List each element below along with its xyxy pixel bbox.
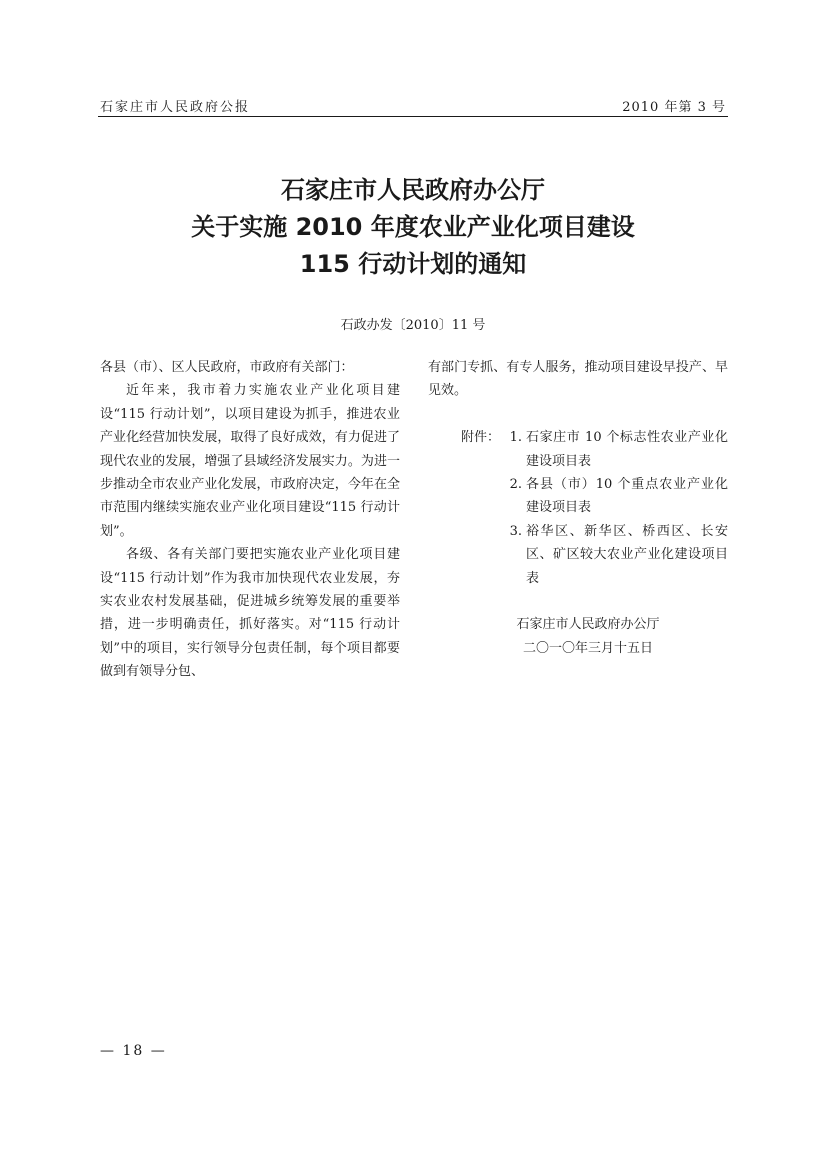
body-column-left — [100, 356, 400, 684]
attachment-number: 1. — [509, 430, 522, 446]
document-title — [98, 172, 728, 283]
salutation: 各县（市）、区人民政府，市政府有关部门： — [100, 360, 354, 375]
issuer: 石家庄市人民政府办公厅 — [516, 617, 660, 633]
attachment-text: 石家庄市 10 个标志性农业产业化建设项目表 — [526, 430, 728, 469]
body-column-right — [428, 356, 728, 660]
title-line-3: 115 行动计划的通知 — [299, 250, 527, 278]
body-paragraph-2-continued: 有部门专抓、有专人服务，推动项目建设早投产、早见效。 — [428, 360, 728, 399]
title-line-1: 石家庄市人民政府办公厅 — [281, 176, 545, 204]
title-line-2: 关于实施 2010 年度农业产业化项目建设 — [191, 213, 635, 241]
attachment-text: 各县（市）10 个重点农业产业化建设项目表 — [526, 477, 728, 516]
attachment-number: 3. — [509, 523, 522, 539]
attachment-item — [500, 520, 728, 590]
attachments-label: 附件： — [460, 430, 500, 446]
header-rule — [98, 116, 728, 117]
attachment-item — [500, 426, 728, 473]
attachment-number: 2. — [509, 477, 522, 493]
attachment-item — [500, 473, 728, 520]
publication-name: 石家庄市人民政府公报 — [100, 100, 251, 115]
attachment-text: 裕华区、新华区、桥西区、长安区、矿区较大农业产业化建设项目表 — [526, 523, 728, 586]
attachments-list — [500, 426, 728, 590]
body-paragraph-1: 近年来，我市着力实施农业产业化项目建设“115 行动计划”，以项目建设为抓手，推进农业产业化经营加快发展，取得了良好成效，有力促进了现代农业的发展，增强了县域经济发展实力。为进一步推动全市农业产业化发展，市政府决定，今年在全市范围内继续实施农业产业化项目建设“115 行动计划”。 — [100, 383, 400, 539]
issue-date: 二〇一〇年三月十五日 — [522, 640, 653, 656]
attachments — [428, 426, 728, 590]
body-paragraph-2: 各级、各有关部门要把实施农业产业化项目建设“115 行动计划”作为我市加快现代农业发展，夯实农业农村发展基础，促进城乡统筹发展的重要举措，进一步明确责任，抓好落实。对“115 行动计划”中的项目，实行领导分包责任制，每个项目都要做到有领导分包、 — [100, 547, 400, 680]
issue-number: 2010 年第 3 号 — [622, 100, 726, 115]
document-number: 石政办发〔2010〕11 号 — [340, 318, 486, 333]
page-number: — 18 — — [100, 1043, 167, 1059]
